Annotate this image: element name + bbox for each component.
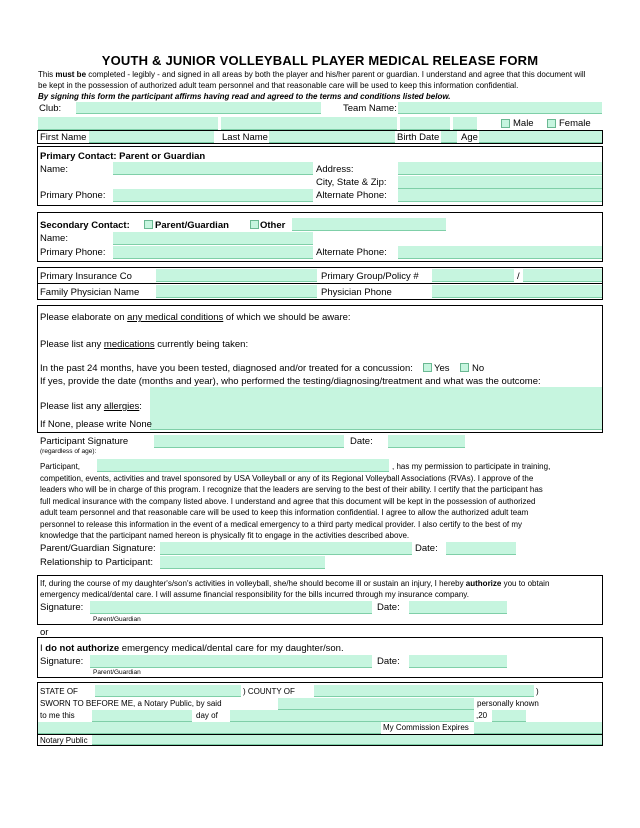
concussion-yes-label: Yes: [434, 363, 450, 374]
parent-date-label: Date:: [415, 543, 438, 554]
other-field[interactable]: [292, 218, 446, 231]
participant-label: Participant,: [40, 462, 81, 471]
birth-date-row-field[interactable]: [441, 131, 457, 143]
group-policy-label: Primary Group/Policy #: [321, 271, 419, 282]
intro-line-1: This must be completed - legibly - and signed in all areas by both the player and his/her parent or guardian. I understand and agree that this document will: [38, 70, 586, 79]
male-label: Male: [513, 118, 534, 129]
commission-expires-field[interactable]: [474, 722, 602, 734]
relationship-field[interactable]: [160, 556, 325, 569]
address-field[interactable]: [398, 162, 602, 175]
female-label: Female: [559, 118, 591, 129]
notary-public-field[interactable]: [92, 735, 602, 745]
regardless-of-age-note: (regardless of age):: [40, 448, 97, 455]
permission-text: , has my permission to participate in training,: [392, 462, 551, 471]
first-name-label: First Name: [40, 132, 87, 143]
primary-insurance-field[interactable]: [156, 269, 317, 282]
age-row-field[interactable]: [479, 131, 602, 143]
primary-phone-field[interactable]: [113, 189, 313, 202]
allergies-label: Please list any allergies:: [40, 401, 142, 412]
notary-signature-field[interactable]: [38, 722, 381, 734]
county-close-paren: ): [536, 687, 539, 696]
city-state-zip-label: City, State & Zip:: [316, 177, 387, 188]
last-name-row-field[interactable]: [269, 131, 395, 143]
team-name-field[interactable]: [398, 102, 602, 114]
family-physician-field[interactable]: [156, 285, 317, 298]
primary-phone-label: Primary Phone:: [40, 190, 106, 201]
consent-line-2: leaders who will be in charge of this program. I recognize that the leaders are serving to the best of their ability. I certify that the participant has: [40, 485, 543, 494]
team-name-label: Team Name:: [343, 103, 397, 114]
physician-phone-field[interactable]: [432, 285, 602, 298]
sworn-name-field[interactable]: [278, 698, 474, 710]
not-authorize-date-label: Date:: [377, 656, 400, 667]
parent-signature-label: Parent/Guardian Signature:: [40, 543, 156, 554]
primary-insurance-label: Primary Insurance Co: [40, 271, 132, 282]
authorize-line-2: emergency medical/dental care. I will assume financial responsibility for the bills incurred through my insurance company.: [40, 590, 469, 599]
other-label: Other: [260, 220, 286, 231]
address-label: Address:: [316, 164, 354, 175]
not-authorize-text: I do not authorize emergency medical/dental care for my daughter/son.: [40, 643, 344, 654]
parent-date-field[interactable]: [446, 542, 516, 555]
female-checkbox[interactable]: [547, 119, 556, 128]
month-field[interactable]: [230, 710, 474, 722]
policy-field[interactable]: [523, 269, 602, 282]
insurance-divider: [37, 283, 603, 284]
first-name-field[interactable]: [38, 117, 218, 130]
club-field[interactable]: [76, 102, 321, 114]
intro-line-2: be kept in the possession of authorized adult team personnel and that reasonable care will be used to keep this information confidential.: [38, 81, 519, 90]
if-none-label: If None, please write None: [40, 419, 152, 430]
consent-line-6: knowledge that the participant named hereon is physically fit to engage in the activities described above.: [40, 531, 410, 540]
not-authorize-date-field[interactable]: [409, 655, 507, 668]
concussion-yes-checkbox[interactable]: [423, 363, 432, 372]
concussion-no-checkbox[interactable]: [460, 363, 469, 372]
parent-guardian-label: Parent/Guardian: [155, 220, 229, 231]
birth-date-field[interactable]: [400, 117, 450, 130]
concussion-followup: If yes, provide the date (months and year), who performed the testing/diagnosing/treatment and what was the outcome:: [40, 376, 541, 387]
participant-signature-field[interactable]: [154, 435, 344, 448]
authorize-signature-label: Signature:: [40, 602, 84, 613]
allergies-field[interactable]: [150, 387, 602, 430]
primary-contact-heading: Primary Contact: Parent or Guardian: [40, 151, 206, 162]
secondary-alternate-phone-label: Alternate Phone:: [316, 247, 387, 258]
medical-conditions-label: Please elaborate on any medical conditions of which we should be aware:: [40, 312, 351, 323]
participant-date-field[interactable]: [388, 435, 465, 448]
participant-name-field[interactable]: [97, 459, 389, 472]
consent-line-4: adult team personnel and that reasonable care will be used to keep this information confidential. I agree to allow the authorized adult team: [40, 508, 529, 517]
state-field[interactable]: [95, 685, 241, 697]
age-label: Age: [461, 132, 478, 143]
concussion-no-label: No: [472, 363, 485, 374]
year-field[interactable]: [492, 710, 526, 722]
last-name-field[interactable]: [221, 117, 397, 130]
consent-line-3: full medical insurance with the company listed above. I understand and agree that this document will be kept in the possession of authorized: [40, 497, 536, 506]
authorize-line-1: If, during the course of my daughter's/son's activities in volleyball, she/he should become ill or sustain an injury, I hereby authorize you to obtain: [40, 579, 550, 588]
consent-line-5: personnel to release this information in the event of a medical emergency to a third party medical provider. I also certify to the best of my: [40, 520, 523, 529]
primary-name-label: Name:: [40, 164, 68, 175]
sworn-label: SWORN TO BEFORE ME, a Notary Public, by said: [40, 699, 222, 708]
medications-label: Please list any medications currently being taken:: [40, 339, 249, 350]
relationship-label: Relationship to Participant:: [40, 557, 154, 568]
parent-signature-field[interactable]: [160, 542, 412, 555]
city-state-zip-field[interactable]: [398, 176, 602, 189]
secondary-primary-phone-label: Primary Phone:: [40, 247, 106, 258]
authorize-parent-guardian-caption: Parent/Guardian: [93, 616, 141, 623]
group-field[interactable]: [432, 269, 514, 282]
county-of-label: ) COUNTY OF: [243, 687, 295, 696]
family-physician-label: Family Physician Name: [40, 287, 140, 298]
intro-line-3: By signing this form the participant affirms having read and agreed to the terms and conditions listed below.: [38, 92, 451, 101]
alternate-phone-label: Alternate Phone:: [316, 190, 387, 201]
or-label: or: [40, 627, 49, 638]
authorize-date-label: Date:: [377, 602, 400, 613]
alternate-phone-field[interactable]: [398, 189, 602, 202]
club-label: Club:: [39, 103, 62, 114]
secondary-alternate-phone-field[interactable]: [398, 246, 602, 259]
participant-signature-label: Participant Signature: [40, 436, 129, 447]
first-name-row-field[interactable]: [89, 131, 214, 143]
secondary-name-field[interactable]: [113, 232, 313, 245]
not-authorize-signature-label: Signature:: [40, 656, 84, 667]
day-of-label: day of: [196, 711, 218, 720]
not-authorize-signature-field[interactable]: [90, 655, 372, 668]
authorize-signature-field[interactable]: [90, 601, 372, 614]
participant-date-label: Date:: [350, 436, 373, 447]
year-label: ,20: [476, 711, 488, 720]
authorize-date-field[interactable]: [409, 601, 507, 614]
primary-name-field[interactable]: [113, 162, 313, 175]
commission-expires-label: My Commission Expires: [383, 723, 469, 732]
to-me-this-label: to me this: [40, 711, 75, 720]
physician-phone-label: Physician Phone: [321, 287, 392, 298]
last-name-label: Last Name: [222, 132, 268, 143]
age-field[interactable]: [453, 117, 477, 130]
day-field[interactable]: [92, 710, 192, 722]
county-field[interactable]: [314, 685, 534, 697]
parent-guardian-checkbox[interactable]: [144, 220, 153, 229]
secondary-name-label: Name:: [40, 233, 68, 244]
male-checkbox[interactable]: [501, 119, 510, 128]
secondary-contact-heading: Secondary Contact:: [40, 220, 130, 231]
state-of-label: STATE OF: [40, 687, 78, 696]
personally-known-label: personally known: [477, 699, 539, 708]
birth-date-label: Birth Date: [397, 132, 440, 143]
form-title: YOUTH & JUNIOR VOLLEYBALL PLAYER MEDICAL RELEASE FORM: [101, 53, 539, 68]
other-checkbox[interactable]: [250, 220, 259, 229]
not-authorize-parent-guardian-caption: Parent/Guardian: [93, 669, 141, 676]
concussion-question: In the past 24 months, have you been tested, diagnosed and/or treated for a concussion:: [40, 363, 413, 374]
notary-public-label: Notary Public: [40, 736, 88, 745]
policy-slash: /: [517, 271, 520, 282]
secondary-primary-phone-field[interactable]: [113, 246, 313, 259]
consent-line-1: competition, events, activities and travel sponsored by USA Volleyball or any of its Regional Volleyball Associations (RVAs). I approve of the: [40, 474, 534, 483]
